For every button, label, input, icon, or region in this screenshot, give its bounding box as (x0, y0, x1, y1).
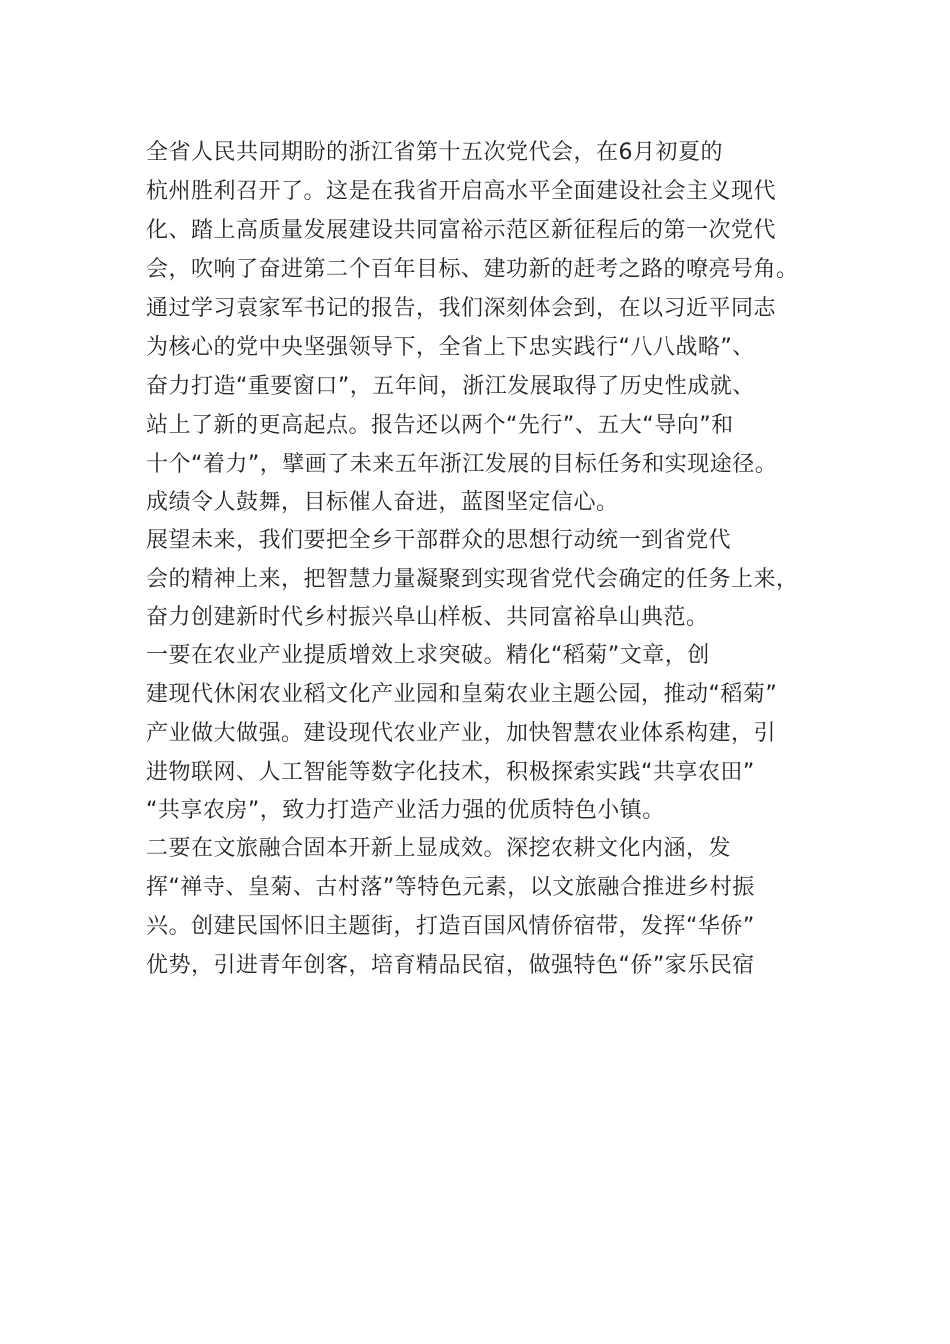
text-line: 杭州胜利召开了。这是在我省开启高水平全面建设社会主义现代 (146, 179, 777, 204)
text-line: 展望未来，我们要把全乡干部群众的思想行动统一到省党代 (146, 528, 732, 553)
text-line: 产业做大做强。建设现代农业产业，加快智慧农业体系构建，引 (146, 721, 777, 746)
text-line: 优势，引进青年创客，培育精品民宿，做强特色“侨”家乐民宿 (146, 953, 755, 978)
text-line: 通过学习袁家军书记的报告，我们深刻体会到，在以习近平同志 (146, 296, 777, 321)
text-line: 兴。创建民国怀旧主题街，打造百国风情侨宿带，发挥“华侨” (146, 914, 755, 939)
text-line: 会的精神上来，把智慧力量凝聚到实现省党代会确定的任务上来， (146, 567, 799, 592)
text-line: 奋力打造“重要窗口”，五年间，浙江发展取得了历史性成就、 (146, 374, 755, 399)
text-line: 成绩令人鼓舞，目标催人奋进，蓝图坚定信心。 (146, 490, 619, 515)
text-line: 化、踏上高质量发展建设共同富裕示范区新征程后的第一次党代 (146, 218, 777, 243)
text-line: 站上了新的更高起点。报告还以两个“先行”、五大“导向”和 (146, 413, 734, 438)
document-body (146, 133, 826, 985)
text-line: 奋力创建新时代乡村振兴阜山样板、共同富裕阜山典范。 (146, 605, 709, 630)
text-line: 进物联网、人工智能等数字化技术，积极探索实践“共享农田” (146, 760, 755, 785)
text-line: 建现代休闲农业稻文化产业园和皇菊农业主题公园，推动“稻菊” (146, 682, 778, 707)
text-line: “共享农房”，致力打造产业活力强的优质特色小镇。 (146, 798, 665, 823)
text-line: 二要在文旅融合固本开新上显成效。深挖农耕文化内涵，发 (146, 836, 732, 861)
text-line: 一要在农业产业提质增效上求突破。精化“稻菊”文章，创 (146, 643, 710, 668)
text-line: 全省人民共同期盼的浙江省第十五次党代会，在6月初夏的 (146, 140, 723, 165)
text-line: 会，吹响了奋进第二个百年目标、建功新的赶考之路的嘹亮号角。 (146, 257, 799, 282)
text-line: 挥“禅寺、皇菊、古村落”等特色元素，以文旅融合推进乡村振 (146, 875, 755, 900)
text-line: 为核心的党中央坚强领导下，全省上下忠实践行“八八战略”、 (146, 335, 755, 360)
text-line: 十个“着力”，擘画了未来五年浙江发展的目标任务和实现途径。 (146, 452, 778, 477)
